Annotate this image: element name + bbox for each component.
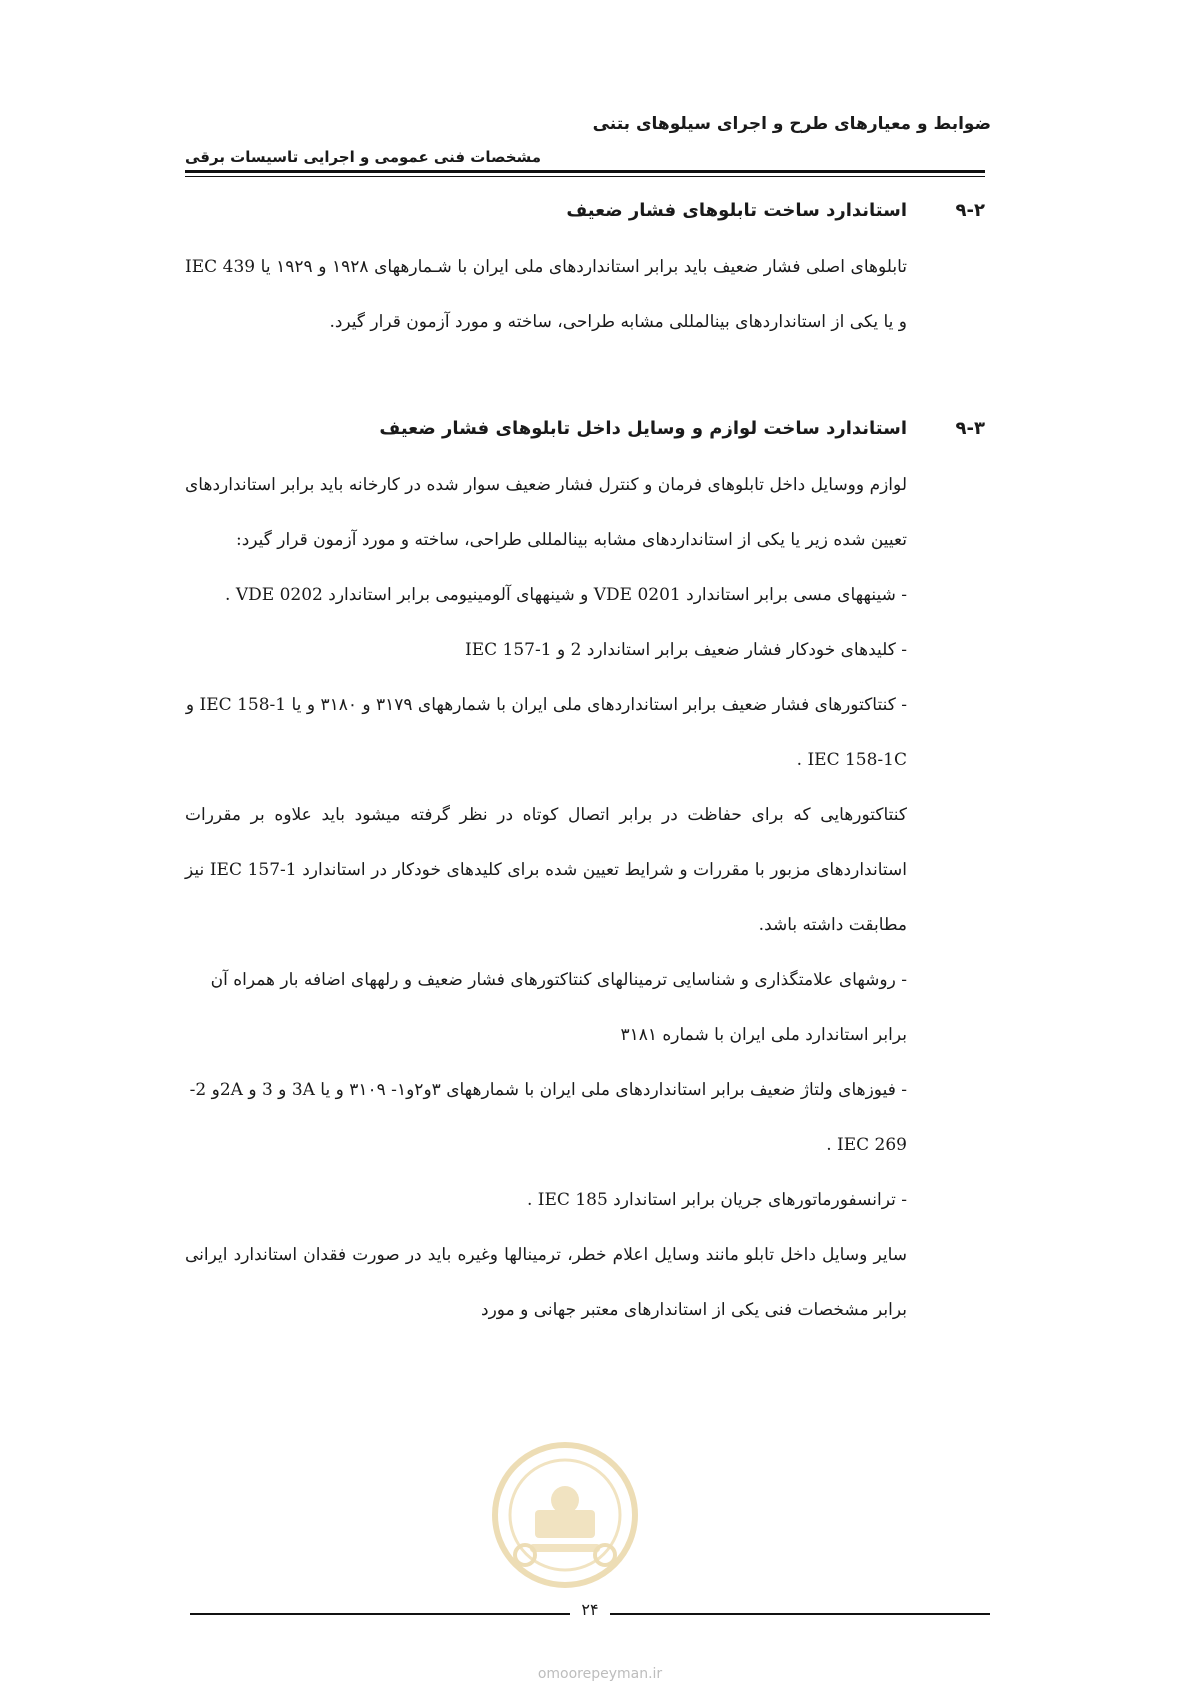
seal-watermark-icon (490, 1440, 640, 1590)
list-item: - فیوزهای ولتاژ ضعیف برابر استانداردهای ملی ایران با شمارههای ۳و۲و۱- ۳۱۰۹ و یا 3A و 3 و 2Aو 2-269 IEC . (189, 1080, 907, 1155)
page-number: ۲۴ (581, 1600, 599, 1619)
footer-divider-left (190, 1613, 570, 1615)
list-item: - شینههای مسی برابر استاندارد VDE 0201 و شینههای آلومینیومی برابر استاندارد VDE 0202 . (225, 585, 907, 605)
paragraph: لوازم ووسایل داخل تابلوهای فرمان و کنترل فشار ضعیف سوار شده در کارخانه باید برابر استانداردهای تعیین شده زیر یا یکی از استانداردهای مشابه بینالمللی طراحی، ساخته و مورد آزمون قرار گیرد: (185, 475, 907, 550)
list-item: - کلیدهای خودکار فشار ضعیف برابر استاندارد 2 و IEC 157-1 (465, 640, 907, 660)
book-title: ضوابط و معیارهای طرح و اجرای سیلوهای بتنی (592, 114, 991, 134)
paragraph: سایر وسایل داخل تابلو مانند وسایل اعلام خطر، ترمینالها وغیره باید در صورت فقدان استاندارد ایرانی برابر مشخصات فنی یکی از استاندارهای معتبر جهانی و مورد (185, 1245, 907, 1320)
section-heading-title: استاندارد ساخت تابلوهای فشار ضعیف (566, 200, 907, 221)
paragraph: کنتاکتورهایی که برای حفاظت در برابر اتصال کوتاه در نظر گرفته میشود باید علاوه بر مقررات استانداردهای مزبور با مقررات و شرایط تعیین شده برای کلیدهای خودکار در استاندارد IEC 157-1 نیز مطابقت داشته باشد. (185, 805, 907, 935)
list-item: - ترانسفورماتورهای جریان برابر استاندارد IEC 185 . (526, 1190, 907, 1210)
section-heading-title: استاندارد ساخت لوازم و وسایل داخل تابلوهای فشار ضعیف (379, 418, 907, 439)
page-content (185, 196, 985, 1338)
section-heading (185, 196, 985, 226)
footer-divider-right (610, 1613, 990, 1615)
section-number: ۹-۲ (955, 200, 985, 221)
section-heading (185, 414, 985, 444)
list-item: - روشهای علامتگذاری و شناسایی ترمینالهای کنتاکتورهای فشار ضعیف و رلههای اضافه بار همراه آن برابر استاندارد ملی ایران با شماره ۳۱۸۱ (210, 970, 907, 1045)
paragraph: تابلوهای اصلی فشار ضعیف باید برابر استانداردهای ملی ایران با شـمارههای ۱۹۲۸ و ۱۹۲۹ یا IEC 439 و یا یکی از استانداردهای بینالمللی مشابه طراحی، ساخته و مورد آزمون قرار گیرد. (185, 257, 908, 332)
section-gap (185, 350, 985, 414)
header-divider-thin (185, 176, 985, 177)
header-divider (185, 170, 985, 173)
section-title: مشخصات فنی عمومی و اجرایی تاسیسات برقی (185, 148, 542, 166)
website-watermark: omoorepeyman.ir (537, 1666, 663, 1682)
list-item: - کنتاکتورهای فشار ضعیف برابر استانداردهای ملی ایران با شمارههای ۳۱۷۹ و ۳۱۸۰ و یا IEC 158-1 و IEC 158-1C . (185, 695, 907, 770)
section-number: ۹-۳ (955, 418, 985, 439)
